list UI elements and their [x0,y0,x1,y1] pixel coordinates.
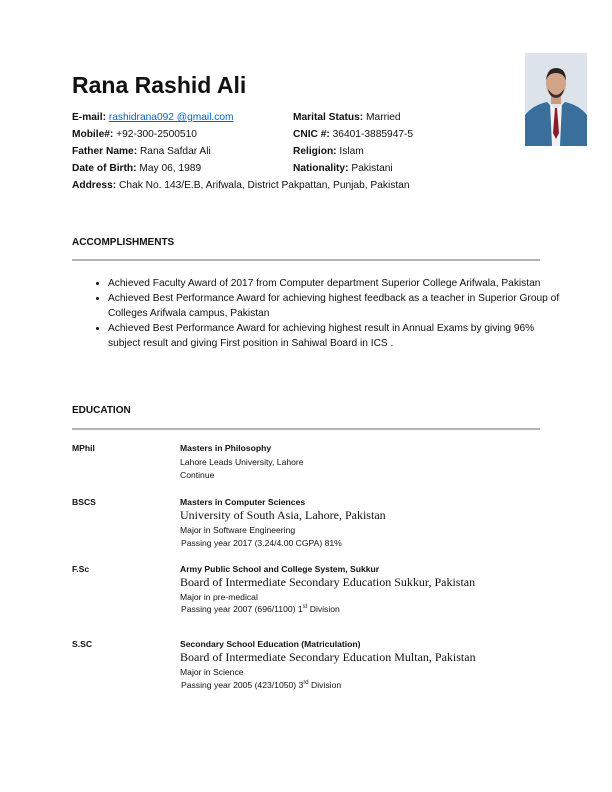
education-result: Passing year 2007 (696/1100) 1st Division [181,604,340,614]
address-row: Address: Chak No. 143/E.B, Arifwala, District Pakpattan, Punjab, Pakistan [72,180,410,191]
profile-photo [525,53,587,146]
education-institution: Lahore Leads University, Lahore [180,457,304,467]
education-institution: Board of Intermediate Secondary Education Multan, Pakistan [180,650,476,664]
education-major: Major in Software Engineering [180,525,296,535]
education-heading: EDUCATION [72,405,131,416]
education-result: Passing year 2005 (423/1050) 3rd Division [181,680,342,690]
email-row: E-mail: rashidrana092 @gmail.com [72,112,234,123]
marital-row: Marital Status: Married [293,112,401,123]
divider [72,259,540,261]
education-institution: University of South Asia, Lahore, Pakistan [180,508,386,522]
email-link[interactable]: rashidrana092 @gmail.com [108,112,234,123]
mobile-row: Mobile#: +92-300-2500510 [72,129,197,140]
father-row: Father Name: Rana Safdar Ali [72,146,211,157]
education-title: Army Public School and College System, Sukkur [180,564,380,574]
degree-label: F.Sc [72,564,90,574]
cnic-row: CNIC #: 36401-3885947-5 [293,129,414,140]
education-title: Secondary School Education (Matriculation) [180,639,361,649]
accomplishments-heading: ACCOMPLISHMENTS [72,237,175,248]
education-title: Masters in Computer Sciences [180,497,306,507]
dob-row: Date of Birth: May 06, 1989 [72,163,202,174]
list-item: • Achieved Faculty Award of 2017 from Computer department Superior College Arifwala, Pakistan [108,276,563,291]
education-result: Passing year 2017 (3.24/4.00 CGPA) 81% [181,538,342,548]
education-status: Continue [180,470,215,480]
education-major: Major in pre-medical [180,592,258,602]
accomplishments-list [90,276,563,351]
degree-label: BSCS [72,497,96,507]
degree-label: MPhil [72,443,95,453]
divider [72,428,540,430]
education-title: Masters in Philosophy [180,443,272,453]
education-major: Major in Science [180,667,244,677]
list-item: • Achieved Best Performance Award for achieving highest result in Annual Exams by giving 96% subject result and giving First position in Sahiwal Board in ICS . [108,321,563,351]
education-institution: Board of Intermediate Secondary Education Sukkur, Pakistan [180,575,476,589]
list-item: • Achieved Best Performance Award for achieving highest feedback as a teacher in Superior Group of Colleges Arifwala campus, Pakistan [108,291,563,321]
nationality-row: Nationality: Pakistani [293,163,393,174]
candidate-name: Rana Rashid Ali [72,72,247,98]
degree-label: S.SC [72,639,93,649]
religion-row: Religion: Islam [293,146,364,157]
